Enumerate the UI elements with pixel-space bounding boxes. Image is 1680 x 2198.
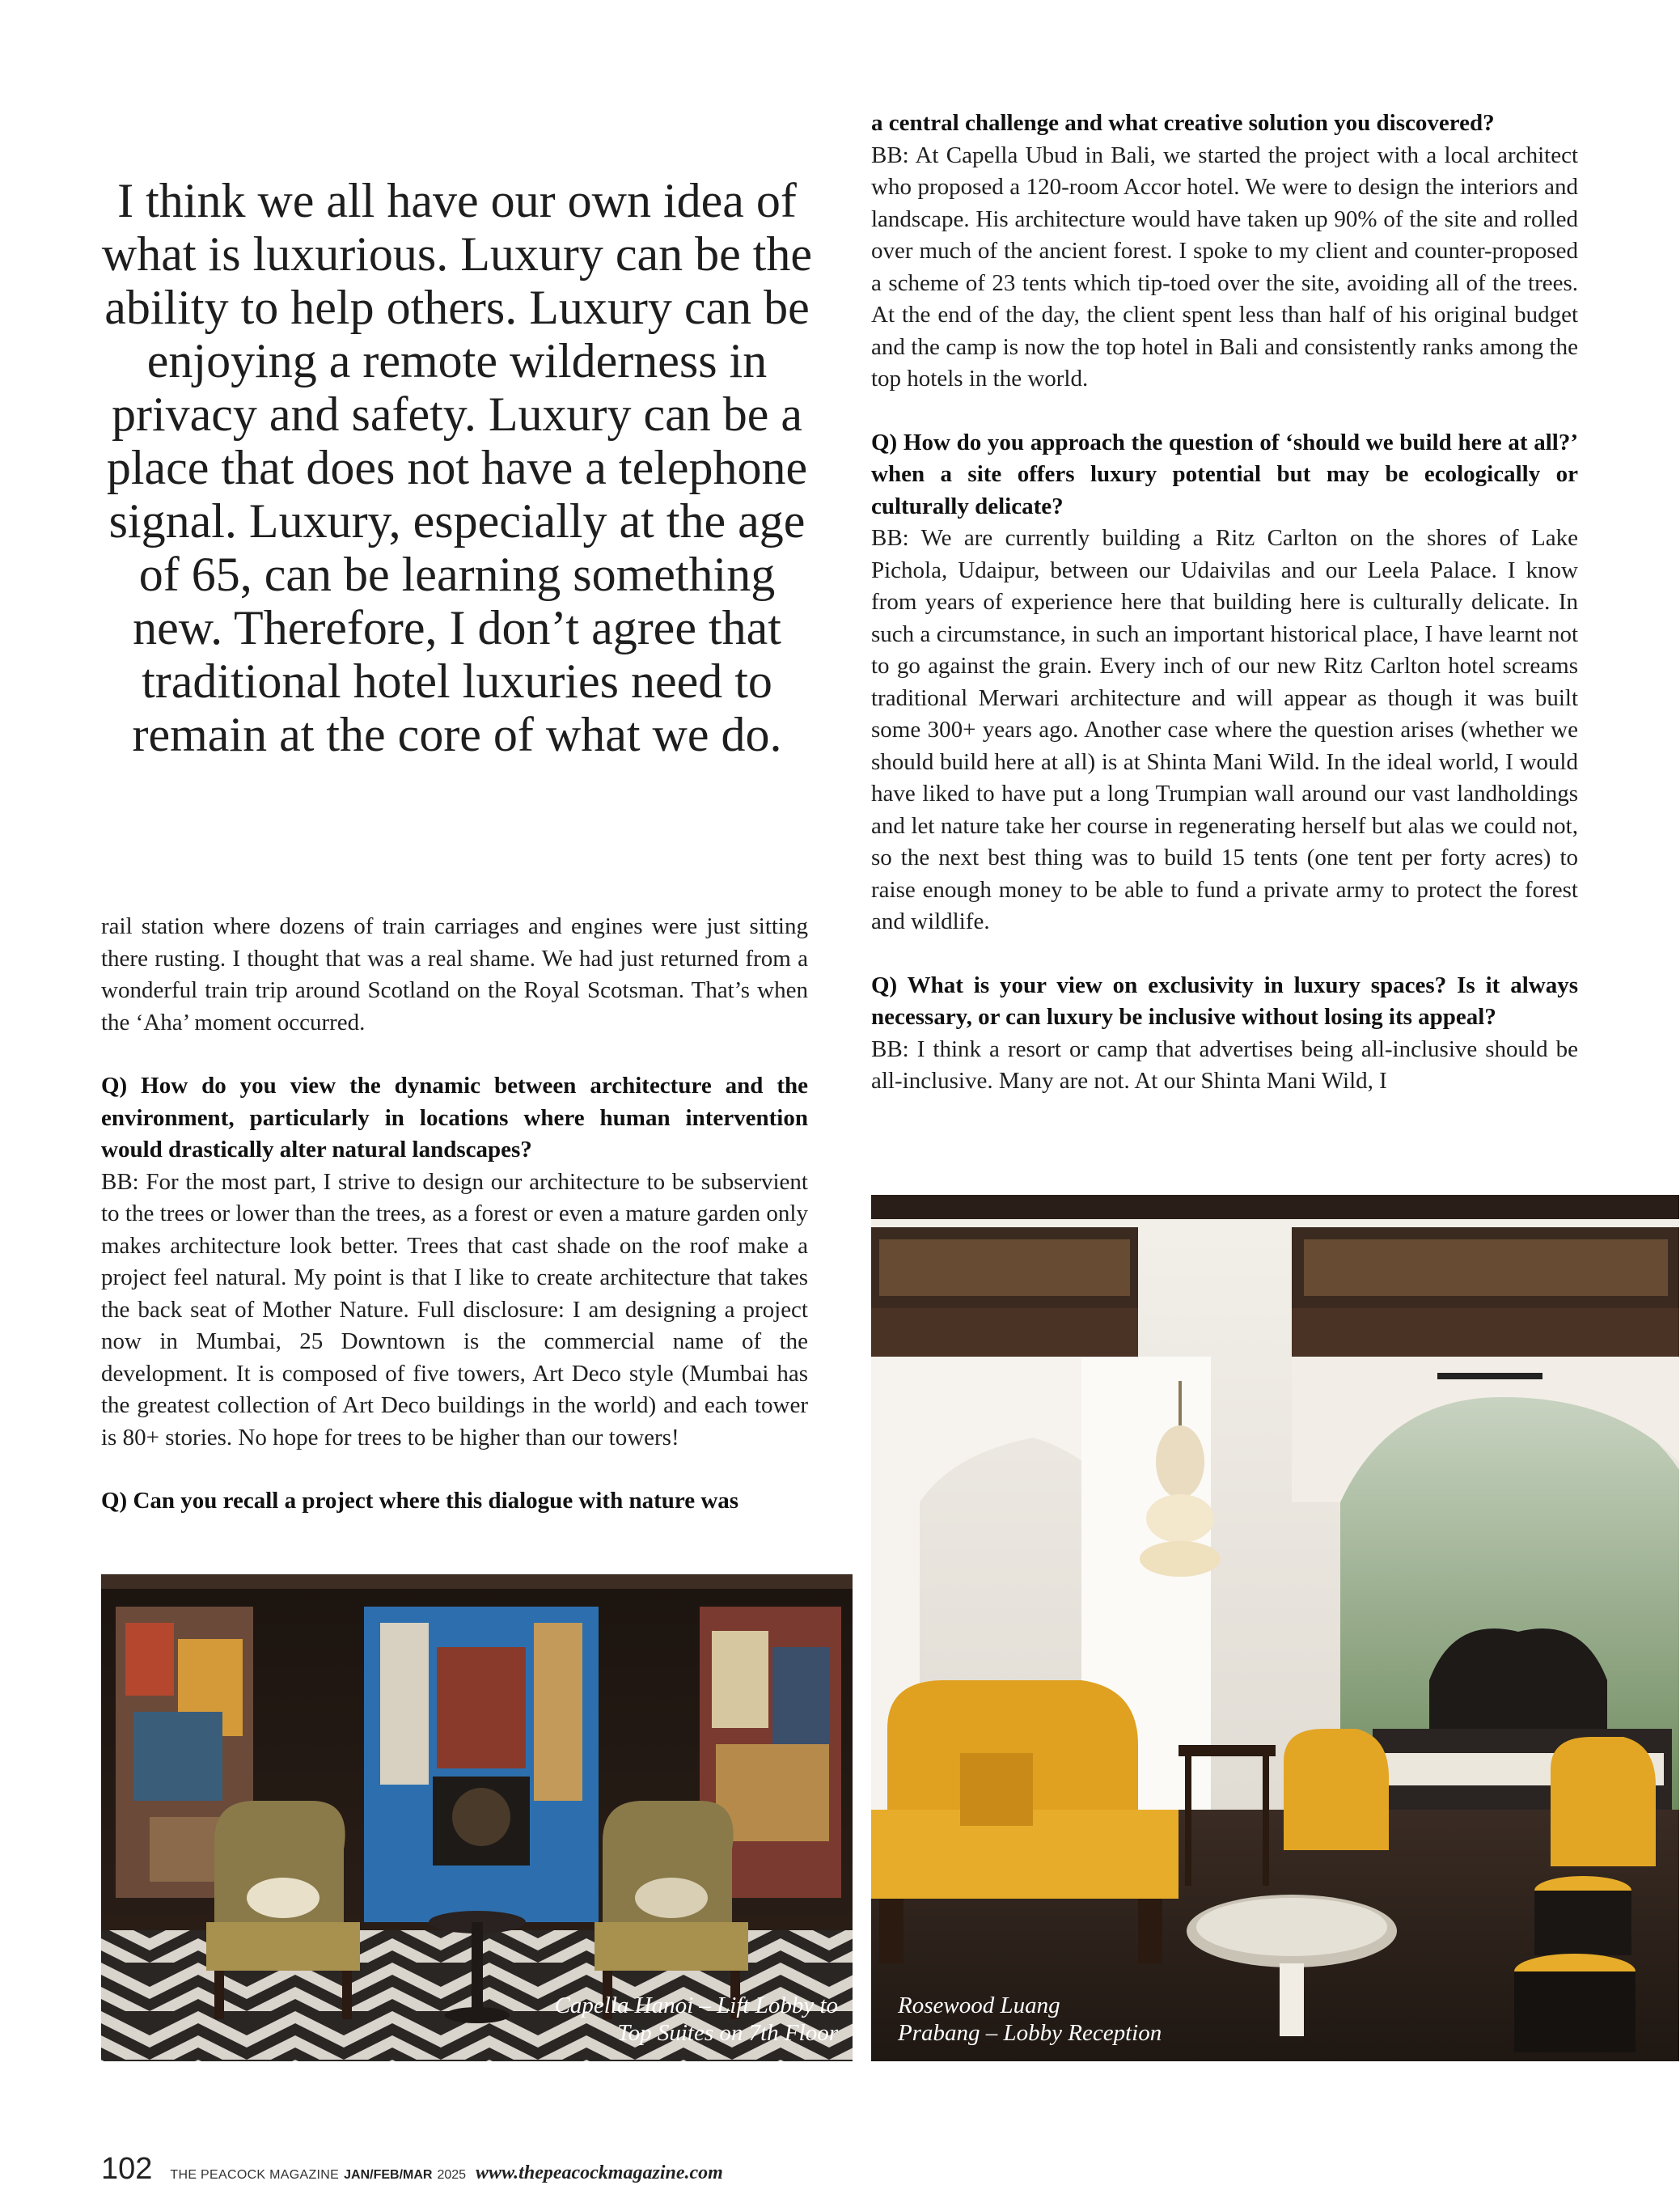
- page-number: 102: [101, 2152, 153, 2186]
- issue-months: JAN/FEB/MAR: [344, 2168, 433, 2182]
- caption-hanoi-line-2: Top Suites on 7th Floor: [617, 2020, 838, 2046]
- question-4: Q) What is your view on exclusivity in luxury spaces? Is it always necessary, or can luxury be inclusive without losing its appeal?: [871, 972, 1578, 1030]
- intro-paragraph: rail station where dozens of train carriages and engines were just sitting there rusting. I thought that was a real shame. We had just returned from a wonderful train trip around Scotland on the Royal Scotsman. That’s when the ‘Aha’ moment occurred.: [101, 913, 808, 1035]
- article-column-right: [871, 108, 1578, 1098]
- answer-3: BB: We are currently building a Ritz Carlton on the shores of Lake Pichola, Udaipur, between our Udaivilas and our Leela Palace. I know from years of experience here that building here is culturally delicate. In such a circumstance, in such an important historical place, I have learnt not to go against the grain. Every inch of our new Ritz Carlton hotel screams traditional Merwari architecture and will appear as though it was built some 300+ years ago. Another case where the question arises (whether we should build here at all) is at Shinta Mani Wild. In the ideal world, I would have liked to have put a long Trumpian wall around our vast landholdings and let nature take her course in regenerating herself but alas we could not, so the next best thing was to build 15 tents (one tent per forty acres) to raise enough money to be able to fund a private army to protect the forest and wildlife.: [871, 525, 1578, 934]
- photo-capella-hanoi-lobby: [101, 1574, 853, 2061]
- question-2-end: a central challenge and what creative solution you discovered?: [871, 110, 1495, 136]
- photo-rosewood-luang-prabang-lobby: [871, 1195, 1679, 2061]
- answer-2: BB: At Capella Ubud in Bali, we started the project with a local architect who proposed a 120-room Accor hotel. We were to design the interiors and landscape. His architecture would have taken up 90% of the site and rolled over much of the ancient forest. I spoke to my client and counter-proposed a scheme of 23 tents which tip-toed over the site, avoiding all of the trees. At the end of the day, the client spent less than half of his original budget and the camp is now the top hotel in Bali and consistently ranks among the top hotels in the world.: [871, 142, 1578, 392]
- publication-name: THE PEACOCK MAGAZINE: [170, 2168, 340, 2182]
- article-column-left: [101, 911, 808, 1518]
- pull-quote: I think we all have our own idea of what is luxurious. Luxury can be the ability to help others. Luxury can be enjoying a remote wilderness in privacy and safety. Luxury can be a place that does not have a telephone signal. Luxury, especially at the age of 65, can be learning something new. Therefore, I don’t agree that traditional hotel luxuries need to remain at the core of what we do.: [101, 174, 813, 761]
- answer-1: BB: For the most part, I strive to design our architecture to be subservient to the trees or lower than the trees, as a forest or even a mature garden only makes architecture look better. Trees that cast shade on the roof make a project feel natural. My point is that I like to create architecture that takes the back seat of Mother Nature. Full disclosure: I am designing a project now in Mumbai, 25 Downtown is the commercial name of the development. It is composed of five towers, Art Deco style (Mumbai has the greatest collection of Art Deco buildings in the world) and each tower is 80+ stories. No hope for trees to be higher than our towers!: [101, 1168, 808, 1451]
- question-3: Q) How do you approach the question of ‘should we build here at all?’ when a site offers luxury potential but may be ecologically or culturally delicate?: [871, 429, 1578, 519]
- caption-luang-line-2: Prabang – Lobby Reception: [898, 2020, 1162, 2046]
- question-2-start: Q) Can you recall a project where this dialogue with nature was: [101, 1488, 739, 1514]
- caption-luang-line-1: Rosewood Luang: [898, 1993, 1060, 2018]
- caption-rosewood-luang-prabang: [898, 1992, 1162, 2047]
- magazine-url[interactable]: www.thepeacockmagazine.com: [476, 2162, 723, 2183]
- answer-4: BB: I think a resort or camp that advertises being all-inclusive should be all-inclusive. Many are not. At our Shinta Mani Wild, I: [871, 1035, 1578, 1094]
- issue-year: 2025: [437, 2168, 467, 2182]
- caption-hanoi-line-1: Capella Hanoi – Lift Lobby to: [554, 1993, 838, 2018]
- question-1: Q) How do you view the dynamic between architecture and the environment, particularly in locations where human intervention would drastically alter natural landscapes?: [101, 1073, 808, 1163]
- page-footer: [101, 2152, 723, 2184]
- caption-capella-hanoi: [555, 1992, 838, 2047]
